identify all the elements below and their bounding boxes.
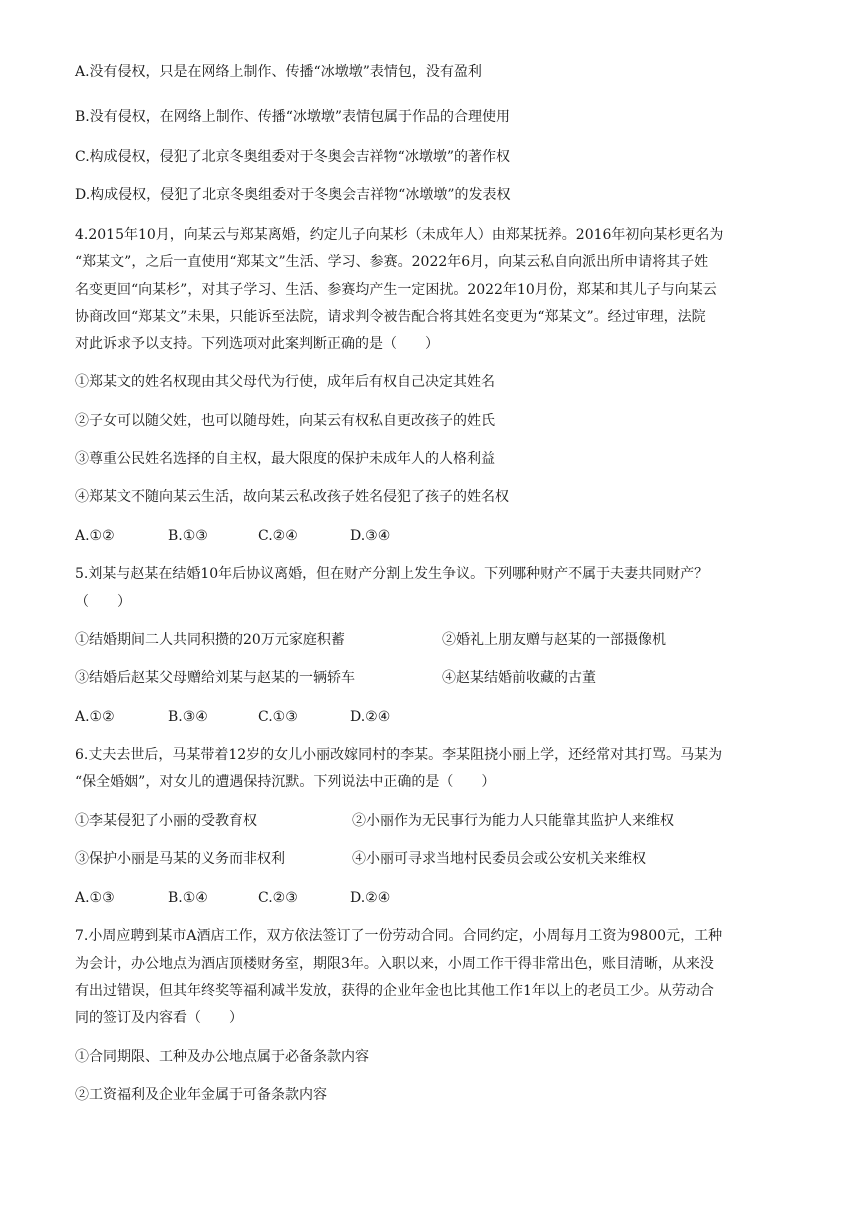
q6-choice-c: C.②③ bbox=[258, 890, 298, 906]
q4-choice-c: C.②④ bbox=[258, 528, 298, 544]
q7-stem-line: 7.小周应聘到某市A酒店工作，双方依法签订了一份劳动合同。合同约定，小周每月工资为9800元，工种 bbox=[75, 928, 723, 944]
q4-stem-line: 名变更回“向某杉”，对其子学习、生活、参赛均产生一定困扰。2022年10月份，郑某和其儿子与向某云 bbox=[75, 282, 717, 298]
q3-option-b: B.没有侵权，在网络上制作、传播“冰墩墩”表情包属于作品的合理使用 bbox=[75, 109, 511, 125]
q4-item-2: ②子女可以随父姓，也可以随母姓，向某云有权私自更改孩子的姓氏 bbox=[75, 413, 495, 429]
q5-choice-a: A.①② bbox=[75, 709, 115, 725]
q6-choice-a: A.①③ bbox=[75, 890, 115, 906]
q7-stem-line: 为会计，办公地点为酒店顶楼财务室，期限3年。入职以来，小周工作干得非常出色，账目清晰，从来没 bbox=[75, 956, 714, 972]
q6-stem-line: 6.丈夫去世后，马某带着12岁的女儿小丽改嫁同村的李某。李某阻挠小丽上学，还经常对其打骂。马某为 bbox=[75, 747, 723, 763]
q4-choice-d: D.③④ bbox=[350, 528, 391, 544]
q5-item-4: ④赵某结婚前收藏的古董 bbox=[442, 670, 596, 686]
q4-item-1: ①郑某文的姓名权现由其父母代为行使，成年后有权自己决定其姓名 bbox=[75, 374, 495, 390]
q4-stem-line: 对此诉求予以支持。下列选项对此案判断正确的是（ ） bbox=[75, 336, 439, 352]
q6-item-1: ①李某侵犯了小丽的受教育权 bbox=[75, 813, 257, 829]
q6-choice-b: B.①④ bbox=[168, 890, 208, 906]
q5-item-1: ①结婚期间二人共同积攒的20万元家庭积蓄 bbox=[75, 632, 345, 648]
q5-item-3: ③结婚后赵某父母赠给刘某与赵某的一辆轿车 bbox=[75, 670, 355, 686]
q5-choice-d: D.②④ bbox=[350, 709, 391, 725]
q6-item-4: ④小丽可寻求当地村民委员会或公安机关来维权 bbox=[352, 851, 646, 867]
q4-stem-line: 4.2015年10月，向某云与郑某离婚，约定儿子向某杉（未成年人）由郑某抚养。2016年初向某杉更名为 bbox=[75, 227, 724, 243]
q4-stem-line: “郑某文”，之后一直使用“郑某文”生活、学习、参赛。2022年6月，向某云私自向派出所申请将其子姓 bbox=[75, 254, 709, 270]
q5-stem-line: （ ） bbox=[75, 594, 131, 610]
q7-item-2: ②工资福利及企业年金属于可备条款内容 bbox=[75, 1087, 327, 1103]
q3-option-c: C.构成侵权，侵犯了北京冬奥组委对于冬奥会吉祥物“冰墩墩”的著作权 bbox=[75, 149, 510, 165]
q4-choice-a: A.①② bbox=[75, 528, 115, 544]
q7-stem-line: 有出过错误，但其年终奖等福利减半发放，获得的企业年金也比其他工作1年以上的老员工少。从劳动合 bbox=[75, 983, 714, 999]
q7-stem-line: 同的签订及内容看（ ） bbox=[75, 1010, 243, 1026]
q5-stem-line: 5.刘某与赵某在结婚10年后协议离婚，但在财产分割上发生争议。下列哪种财产不属于夫妻共同财产？ bbox=[75, 566, 709, 582]
q3-option-a: A.没有侵权，只是在网络上制作、传播“冰墩墩”表情包，没有盈利 bbox=[75, 64, 482, 80]
q6-stem-line: “保全婚姻”，对女儿的遭遇保持沉默。下列说法中正确的是（ ） bbox=[75, 774, 496, 790]
q6-choice-d: D.②④ bbox=[350, 890, 391, 906]
q6-item-3: ③保护小丽是马某的义务而非权利 bbox=[75, 851, 285, 867]
q4-item-3: ③尊重公民姓名选择的自主权，最大限度的保护未成年人的人格利益 bbox=[75, 451, 495, 467]
q4-stem-line: 协商改回“郑某文”未果，只能诉至法院，请求判令被告配合将其姓名变更为“郑某文”。经过审理，法院 bbox=[75, 309, 706, 325]
q5-item-2: ②婚礼上朋友赠与赵某的一部摄像机 bbox=[442, 632, 666, 648]
q4-choice-b: B.①③ bbox=[168, 528, 208, 544]
q4-item-4: ④郑某文不随向某云生活，故向某云私改孩子姓名侵犯了孩子的姓名权 bbox=[75, 489, 509, 505]
q5-choice-b: B.③④ bbox=[168, 709, 208, 725]
q3-option-d: D.构成侵权，侵犯了北京冬奥组委对于冬奥会吉祥物“冰墩墩”的发表权 bbox=[75, 187, 511, 203]
q6-item-2: ②小丽作为无民事行为能力人只能靠其监护人来维权 bbox=[352, 813, 674, 829]
q5-choice-c: C.①③ bbox=[258, 709, 298, 725]
q7-item-1: ①合同期限、工种及办公地点属于必备条款内容 bbox=[75, 1049, 369, 1065]
